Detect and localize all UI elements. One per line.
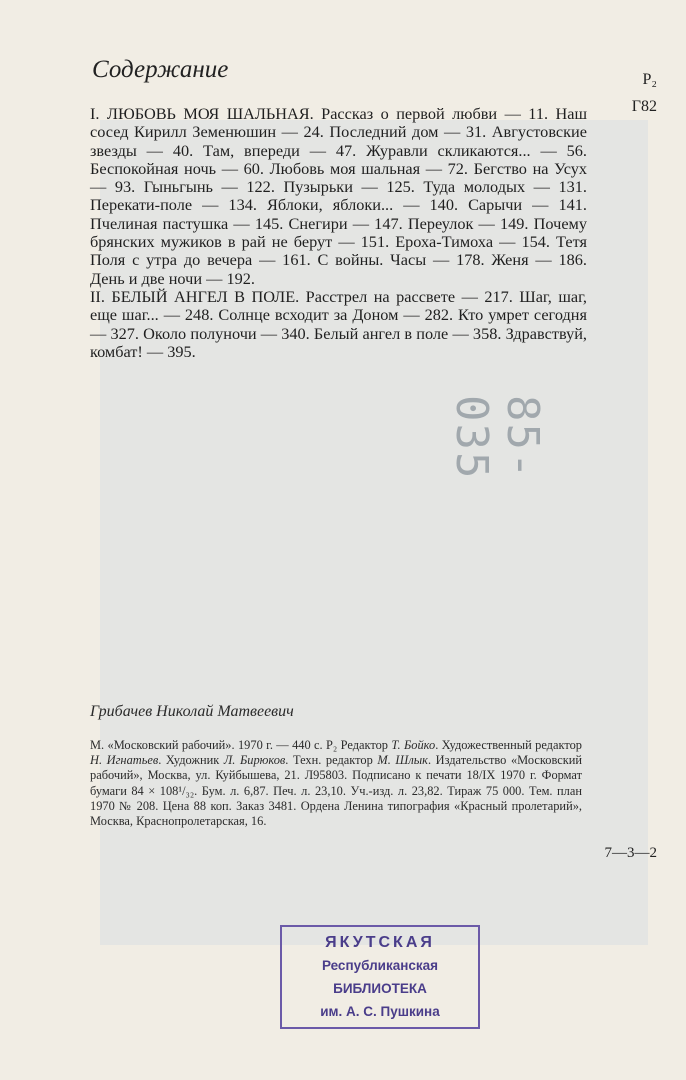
imprint-part-2: . Художественный редактор bbox=[435, 738, 582, 752]
stamp-line-3: БИБЛИОТЕКА bbox=[333, 981, 427, 996]
imprint-art-editor: Н. Игнатьев bbox=[90, 753, 159, 768]
imprint-block bbox=[90, 738, 582, 829]
imprint-tech-editor: М. Шлык bbox=[377, 753, 428, 768]
classification-code bbox=[632, 66, 657, 120]
library-stamp bbox=[280, 925, 480, 1029]
imprint-part-5: . Издательство «Московский рабочий», Москва, ул. Куйбышева, 21. Л95803. Подписано к печати 18/IX 1970 г. Формат бумаги 84 × 108¹/₃₂. Бум. л. 6,87. Печ. л. 23,10. Уч.-изд. л. 23,82. Тираж 75 000. Тем. план 1970 № 208. Цена 88 коп. Заказ 3481. Ордена Ленина типография «Красный пролетарий», Москва, Краснопролетарская, 16. bbox=[90, 753, 583, 829]
author-name: Грибачев Николай Матвеевич bbox=[90, 703, 294, 720]
imprint-artist: Л. Бирюков bbox=[223, 753, 286, 768]
publisher-code: 7—3—2 bbox=[604, 845, 657, 861]
stamp-line-2: Республиканская bbox=[321, 958, 439, 973]
bleed-through-number: 85-035 bbox=[446, 395, 548, 481]
imprint-part-4: . Техн. редактор bbox=[285, 753, 373, 768]
stamp-line-4: им. А. С. Пушкина bbox=[320, 1004, 440, 1019]
stamp-line-1: ЯКУТСКАЯ bbox=[325, 934, 435, 951]
page-title: Содержание bbox=[92, 56, 229, 83]
imprint-part-3: . Художник bbox=[158, 753, 220, 768]
table-of-contents bbox=[90, 105, 587, 361]
classification-line-1: Р₂ bbox=[642, 71, 657, 88]
contents-part-1: I. ЛЮБОВЬ МОЯ ШАЛЬНАЯ. Рассказ о первой любви — 11. Наш сосед Кирилл Земенюшин — 24. Последний дом — 31. Августовские звезды — 40. Там, впереди — 47. Журавли скликаются... — 56. Беспокойная ночь — 60. Любовь моя шальная — 72. Бегство на Усух — 93. Гыньгынь — 122. Пузырьки — 125. Туда молодых — 131. Перекати-поле — 134. Яблоки, яблоки... — 140. Сарычи — 141. Пчелиная пастушка — 145. Снегири — 147. Переулок — 149. Почему брянских мужиков в рай не берут — 151. Ероха-Тимоха — 154. Тетя Поля с утра до вечера — 161. С войны. Часы — 178. Женя — 186. День и две ночи — 192. bbox=[90, 104, 587, 288]
imprint-editor: Т. Бойко bbox=[391, 738, 436, 752]
contents-part-2: II. БЕЛЫЙ АНГЕЛ В ПОЛЕ. Расстрел на рассвете — 217. Шаг, шаг, еще шаг... — 248. Солнце всходит за Доном — 282. Кто умрет сегодня — 327. Около полуночи — 340. Белый ангел в поле — 358. Здравствуй, комбат! — 395. bbox=[90, 286, 587, 361]
imprint-part-1: М. «Московский рабочий». 1970 г. — 440 с. Р₂ Редактор bbox=[90, 738, 388, 752]
classification-line-2: Г82 bbox=[631, 98, 657, 115]
